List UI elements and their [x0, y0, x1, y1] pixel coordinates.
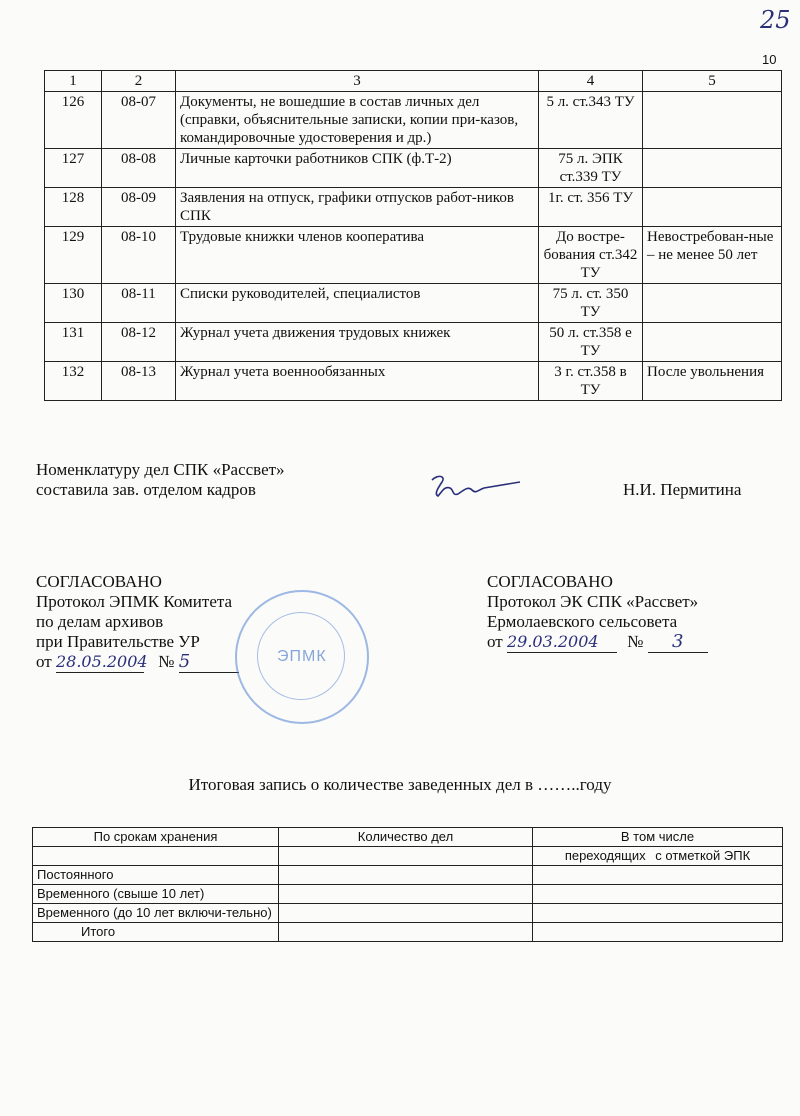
compiled-by-block	[36, 460, 776, 500]
summary-subheader-row	[33, 847, 783, 866]
empty-cell	[279, 904, 533, 923]
approval-left-date: 28.05.2004	[55, 652, 148, 671]
row-title: Списки руководителей, специалистов	[176, 284, 539, 323]
summary-col-terms: По срокам хранения	[33, 828, 279, 847]
row-term: До востре-бования ст.342 ТУ	[539, 227, 643, 284]
table-header-row	[45, 71, 782, 92]
row-term: 50 л. ст.358 е ТУ	[539, 323, 643, 362]
row-note	[643, 188, 782, 227]
row-index: 08-10	[102, 227, 176, 284]
summary-table	[32, 827, 783, 942]
summary-subheader	[533, 847, 783, 866]
compiler-name: Н.И. Пермитина	[623, 480, 742, 499]
summary-col-count: Количество дел	[279, 828, 533, 847]
row-number: 129	[45, 227, 102, 284]
compiled-line-1: Номенклатуру дел СПК «Рассвет»	[36, 460, 285, 479]
empty-cell	[279, 866, 533, 885]
summary-row	[33, 885, 783, 904]
row-title: Личные карточки работников СПК (ф.Т-2)	[176, 149, 539, 188]
approval-right	[487, 572, 777, 653]
handwritten-page-number: 25	[760, 6, 791, 34]
row-note: Невостребован-ные – не менее 50 лет	[643, 227, 782, 284]
row-term: 3 г. ст.358 в ТУ	[539, 362, 643, 401]
row-title: Трудовые книжки членов кооператива	[176, 227, 539, 284]
compiled-line-2: составила зав. отделом кадров	[36, 480, 256, 499]
table-row	[45, 323, 782, 362]
approval-right-line-2: Ермолаевского сельсовета	[487, 612, 678, 631]
empty-cell	[279, 847, 533, 866]
approval-right-date: 29.03.2004	[507, 632, 617, 653]
page-number: 10	[762, 52, 777, 67]
row-title: Заявления на отпуск, графики отпусков работ-ников СПК	[176, 188, 539, 227]
table-row	[45, 188, 782, 227]
summary-row	[33, 923, 783, 942]
approval-left-heading: СОГЛАСОВАНО	[36, 572, 162, 591]
empty-cell	[533, 904, 783, 923]
summary-row-label: Постоянного	[33, 866, 279, 885]
empty-cell	[533, 885, 783, 904]
row-term: 5 л. ст.343 ТУ	[539, 92, 643, 149]
column-header: 3	[176, 71, 539, 92]
table-row	[45, 92, 782, 149]
table-row	[45, 362, 782, 401]
round-stamp	[235, 590, 369, 724]
nomenclature-table	[44, 70, 782, 401]
row-index: 08-12	[102, 323, 176, 362]
approval-right-number: 3	[648, 632, 708, 653]
sub-epk: с отметкой ЭПК	[655, 848, 751, 863]
summary-row-label: Временного (свыше 10 лет)	[33, 885, 279, 904]
column-header: 5	[643, 71, 782, 92]
summary-row	[33, 904, 783, 923]
empty-cell	[33, 847, 279, 866]
approval-left-line-2: по делам архивов	[36, 612, 164, 631]
column-header: 4	[539, 71, 643, 92]
empty-cell	[533, 866, 783, 885]
number-sign: №	[627, 632, 644, 651]
signature	[428, 472, 528, 502]
approval-right-line-1: Протокол ЭК СПК «Рассвет»	[487, 592, 699, 611]
approval-right-heading: СОГЛАСОВАНО	[487, 572, 613, 591]
row-number: 126	[45, 92, 102, 149]
from-label: от	[487, 632, 503, 651]
column-header: 1	[45, 71, 102, 92]
row-number: 130	[45, 284, 102, 323]
summary-header-row	[33, 828, 783, 847]
row-note	[643, 284, 782, 323]
summary-row-label: Итого	[33, 923, 279, 942]
summary-col-including: В том числе	[533, 828, 783, 847]
sub-transitional: переходящих	[564, 848, 646, 863]
row-number: 132	[45, 362, 102, 401]
from-label: от	[36, 652, 52, 671]
stamp-label: ЭПМК	[277, 648, 327, 665]
row-index: 08-08	[102, 149, 176, 188]
row-number: 131	[45, 323, 102, 362]
empty-cell	[533, 923, 783, 942]
summary-row-label: Временного (до 10 лет включи-тельно)	[33, 904, 279, 923]
approval-right-date-line	[487, 632, 777, 653]
row-index: 08-09	[102, 188, 176, 227]
empty-cell	[279, 885, 533, 904]
row-note	[643, 323, 782, 362]
row-index: 08-11	[102, 284, 176, 323]
row-title: Журнал учета движения трудовых книжек	[176, 323, 539, 362]
row-note	[643, 149, 782, 188]
row-index: 08-07	[102, 92, 176, 149]
row-number: 127	[45, 149, 102, 188]
approval-left-line-1: Протокол ЭПМК Комитета	[36, 592, 233, 611]
table-row	[45, 227, 782, 284]
row-title: Документы, не вошедшие в состав личных дел (справки, объяснительные записки, копии при-казов, командировочные удостоверения и др.)	[176, 92, 539, 149]
table-row	[45, 284, 782, 323]
row-index: 08-13	[102, 362, 176, 401]
approval-left-number: 5	[179, 652, 239, 673]
approval-left-line-3: при Правительстве УР	[36, 632, 200, 651]
row-note	[643, 92, 782, 149]
number-sign: №	[158, 652, 175, 671]
table-row	[45, 149, 782, 188]
row-number: 128	[45, 188, 102, 227]
row-title: Журнал учета военнообязанных	[176, 362, 539, 401]
row-term: 75 л. ст. 350 ТУ	[539, 284, 643, 323]
column-header: 2	[102, 71, 176, 92]
summary-row	[33, 866, 783, 885]
summary-title: Итоговая запись о количестве заведенных дел в ……..году	[188, 775, 612, 794]
row-note: После увольнения	[643, 362, 782, 401]
row-term: 1г. ст. 356 ТУ	[539, 188, 643, 227]
empty-cell	[279, 923, 533, 942]
row-term: 75 л. ЭПК ст.339 ТУ	[539, 149, 643, 188]
